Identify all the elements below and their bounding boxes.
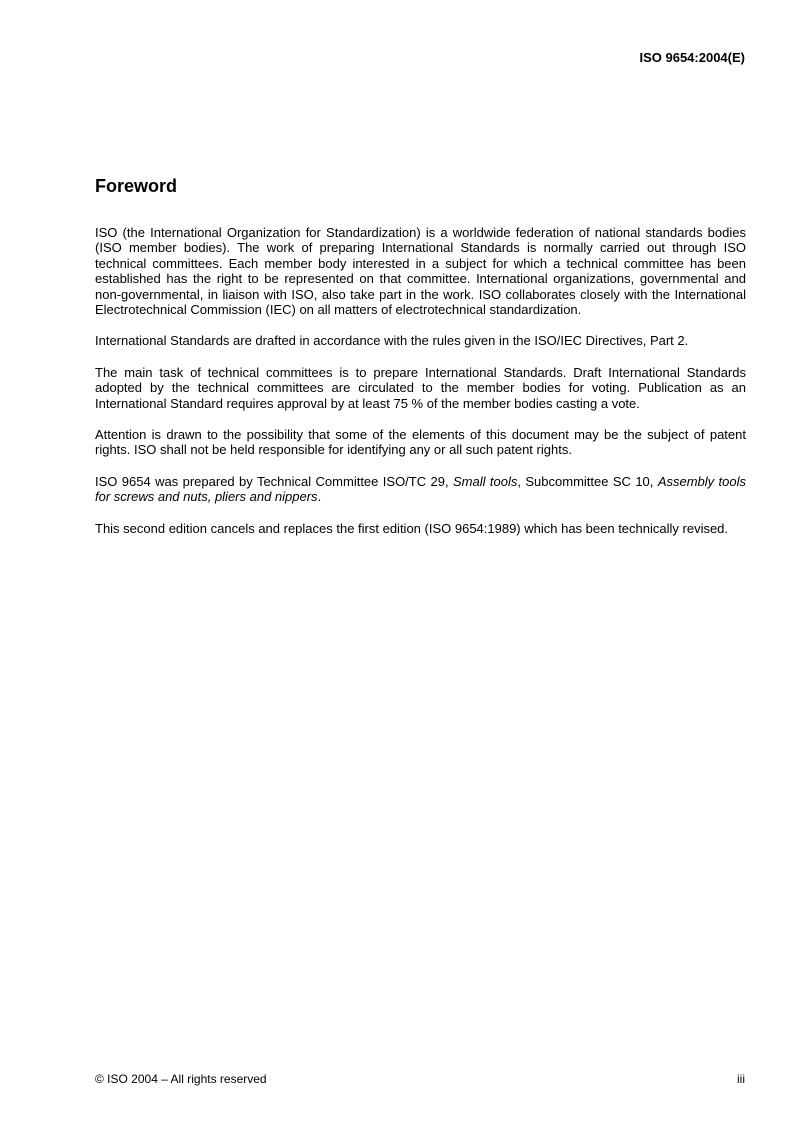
document-header — [95, 50, 745, 65]
paragraph-segment-subcommittee-name: Assembly tools for screws and nuts, pliers and nippers — [95, 473, 747, 505]
paragraph-segment: ISO 9654 was prepared by Technical Committee ISO/TC 29, — [95, 473, 453, 489]
doc-id: ISO 9654:2004(E) — [639, 50, 745, 65]
foreword-section — [95, 176, 746, 552]
document-footer — [95, 1072, 745, 1086]
foreword-paragraph-2: International Standards are drafted in accordance with the rules given in the ISO/IEC Directives, Part 2. — [95, 333, 689, 349]
foreword-paragraph-5 — [95, 474, 746, 505]
foreword-paragraph-1: ISO (the International Organization for Standardization) is a worldwide federation of national standards bodies (ISO member bodies). The work of preparing International Standards is normally carried out through ISO technical committees. Each member body interested in a subject for which a technical committee has been established has the right to be represented on that committee. International organizations, governmental and non-governmental, in liaison with ISO, also take part in the work. ISO collaborates closely with the International Electrotechnical Commission (IEC) on all matters of electrotechnical standardization. — [95, 225, 746, 318]
paragraph-segment: , Subcommittee SC 10, — [517, 473, 658, 489]
copyright-notice: © ISO 2004 – All rights reserved — [95, 1072, 267, 1086]
foreword-paragraph-6: This second edition cancels and replaces the first edition (ISO 9654:1989) which has been technically revised. — [95, 520, 729, 536]
page-number: iii — [737, 1072, 745, 1086]
foreword-paragraph-3: The main task of technical committees is to prepare International Standards. Draft International Standards adopted by the technical committees are circulated to the member bodies for voting. Publication as an International Standard requires approval by at least 75 % of the member bodies casting a vote. — [95, 364, 746, 411]
paragraph-segment-committee-name: Small tools — [453, 473, 518, 489]
paragraph-segment: . — [317, 489, 322, 505]
foreword-title: Foreword — [95, 176, 178, 196]
foreword-paragraph-4: Attention is drawn to the possibility that some of the elements of this document may be the subject of patent rights. ISO shall not be held responsible for identifying any or all such patent rights. — [95, 427, 746, 458]
